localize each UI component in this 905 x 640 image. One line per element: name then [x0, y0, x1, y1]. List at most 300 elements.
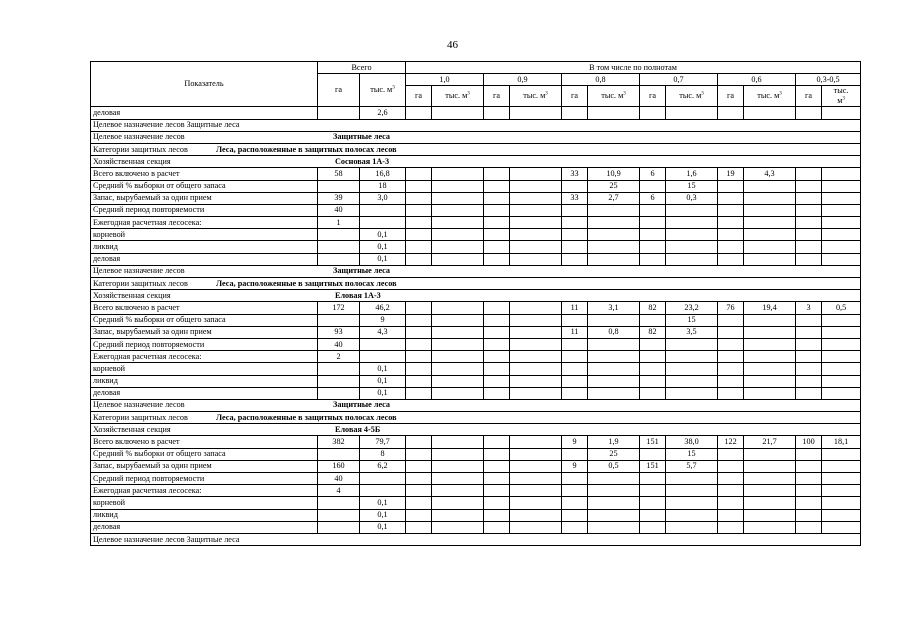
table-cell: 2,6 [360, 107, 406, 119]
table-cell: 2 [318, 351, 360, 363]
table-cell [510, 326, 562, 338]
table-cell [718, 192, 744, 204]
table-cell [822, 521, 861, 533]
row-label: Запас, вырубаемый за один прием [91, 192, 318, 204]
table-cell [510, 229, 562, 241]
table-cell [588, 253, 640, 265]
table-cell [432, 473, 484, 485]
table-cell [796, 351, 822, 363]
table-cell [796, 387, 822, 399]
table-cell [484, 229, 510, 241]
table-cell [562, 363, 588, 375]
table-cell [744, 204, 796, 216]
header-density-0: 1,0 [406, 74, 484, 86]
table-cell [822, 509, 861, 521]
table-cell [718, 521, 744, 533]
row-label: Средний % выборки от общего запаса [91, 314, 318, 326]
table-cell [432, 314, 484, 326]
table-cell [588, 375, 640, 387]
table-cell [484, 241, 510, 253]
table-cell [744, 229, 796, 241]
info-cell [91, 265, 861, 277]
table-cell [406, 448, 432, 460]
info-value: Леса, расположенные в защитных полосах лесов [216, 412, 397, 422]
table-cell [822, 204, 861, 216]
info-label: Целевое назначение лесов Защитные леса [93, 534, 240, 544]
row-label: корневой [91, 363, 318, 375]
table-cell [318, 448, 360, 460]
table-cell [510, 217, 562, 229]
table-cell: 25 [588, 180, 640, 192]
table-cell [510, 436, 562, 448]
table-cell: 0,3 [666, 192, 718, 204]
table-cell: 4,3 [744, 168, 796, 180]
table-row [91, 448, 861, 460]
info-cell [91, 424, 861, 436]
table-cell [432, 351, 484, 363]
info-value: Защитные леса [333, 266, 391, 276]
table-cell: 9 [360, 314, 406, 326]
table-cell [640, 204, 666, 216]
table-cell [588, 521, 640, 533]
info-row [91, 533, 861, 545]
table-cell [484, 107, 510, 119]
table-row [91, 485, 861, 497]
table-cell [718, 351, 744, 363]
table-cell: 0,1 [360, 375, 406, 387]
table-cell [406, 314, 432, 326]
table-cell [796, 363, 822, 375]
table-cell [744, 375, 796, 387]
table-cell [822, 497, 861, 509]
table-cell [318, 387, 360, 399]
table-cell [318, 509, 360, 521]
table-cell [744, 253, 796, 265]
table-cell [484, 521, 510, 533]
header-indicator: Показатель [91, 62, 318, 107]
table-cell: 39 [318, 192, 360, 204]
table-cell [796, 253, 822, 265]
table-cell [432, 338, 484, 350]
info-cell [91, 131, 861, 143]
table-row [91, 229, 861, 241]
header-density-2-vol: тыс. $м^3$ [588, 86, 640, 107]
table-cell [562, 241, 588, 253]
table-cell: 19,4 [744, 302, 796, 314]
forest-data-table [90, 61, 861, 546]
header-density-4: 0,6 [718, 74, 796, 86]
table-cell: 40 [318, 204, 360, 216]
table-cell [510, 302, 562, 314]
table-row [91, 180, 861, 192]
table-cell: 33 [562, 192, 588, 204]
table-cell [796, 192, 822, 204]
table-cell [822, 229, 861, 241]
table-cell: 23,2 [666, 302, 718, 314]
info-label: Категории защитных лесов [93, 144, 188, 154]
table-cell: 15 [666, 314, 718, 326]
header-density-4-vol: тыс. $м^3$ [744, 86, 796, 107]
row-label: Запас, вырубаемый за один прием [91, 326, 318, 338]
table-cell [744, 509, 796, 521]
table-cell [718, 485, 744, 497]
table-row [91, 363, 861, 375]
table-cell: 38,0 [666, 436, 718, 448]
table-cell: 0,5 [822, 302, 861, 314]
info-row [91, 156, 861, 168]
table-cell: 40 [318, 338, 360, 350]
table-cell: 160 [318, 460, 360, 472]
table-cell [822, 217, 861, 229]
info-label: Хозяйственная секция [93, 290, 171, 300]
table-cell [318, 363, 360, 375]
header-density-3-ha: га [640, 86, 666, 107]
info-value: Еловая 1А-3 [335, 290, 381, 300]
table-cell: 15 [666, 448, 718, 460]
table-cell: 3,5 [666, 326, 718, 338]
table-cell [822, 338, 861, 350]
table-cell [588, 338, 640, 350]
table-cell [510, 314, 562, 326]
table-cell: 0,1 [360, 363, 406, 375]
table-cell [588, 314, 640, 326]
info-cell [91, 156, 861, 168]
table-cell [744, 192, 796, 204]
row-label: Всего включено в расчет [91, 302, 318, 314]
table-cell [510, 180, 562, 192]
table-cell [432, 217, 484, 229]
table-row [91, 217, 861, 229]
table-cell [796, 485, 822, 497]
table-cell: 1 [318, 217, 360, 229]
table-cell [318, 180, 360, 192]
table-cell [484, 473, 510, 485]
table-cell [822, 351, 861, 363]
table-cell [796, 509, 822, 521]
info-label: Целевое назначение лесов [93, 266, 185, 276]
info-row [91, 399, 861, 411]
table-cell [640, 521, 666, 533]
table-cell [718, 473, 744, 485]
table-cell [406, 229, 432, 241]
table-cell [318, 521, 360, 533]
table-cell [432, 107, 484, 119]
table-cell [406, 204, 432, 216]
header-density-1-vol: тыс. $м^3$ [510, 86, 562, 107]
table-cell [432, 485, 484, 497]
table-row [91, 302, 861, 314]
table-row [91, 338, 861, 350]
table-cell [718, 338, 744, 350]
table-cell [484, 387, 510, 399]
table-cell [588, 387, 640, 399]
table-cell [666, 253, 718, 265]
row-label: Запас, вырубаемый за один прием [91, 460, 318, 472]
table-cell: 6 [640, 168, 666, 180]
table-cell [562, 204, 588, 216]
info-cell [91, 290, 861, 302]
table-cell [562, 338, 588, 350]
table-cell [406, 436, 432, 448]
table-cell: 3,1 [588, 302, 640, 314]
table-cell [744, 363, 796, 375]
table-cell [432, 204, 484, 216]
table-cell [510, 168, 562, 180]
table-cell [484, 351, 510, 363]
table-cell [744, 497, 796, 509]
table-cell [640, 253, 666, 265]
row-label: Средний период повторяемости [91, 473, 318, 485]
row-label: ликвид [91, 509, 318, 521]
table-body [91, 107, 861, 546]
table-cell [406, 387, 432, 399]
table-cell [484, 217, 510, 229]
table-cell: 3 [796, 302, 822, 314]
table-cell [510, 521, 562, 533]
row-label: Средний период повторяемости [91, 204, 318, 216]
table-header [91, 62, 861, 107]
info-value: Леса, расположенные в защитных полосах лесов [216, 278, 397, 288]
table-cell [484, 497, 510, 509]
info-cell [91, 119, 861, 131]
table-cell [796, 473, 822, 485]
table-cell [562, 497, 588, 509]
info-label: Целевое назначение лесов Защитные леса [93, 120, 240, 130]
table-cell [588, 241, 640, 253]
table-cell [484, 338, 510, 350]
table-cell [822, 253, 861, 265]
table-cell [718, 448, 744, 460]
table-cell [822, 180, 861, 192]
table-cell [666, 204, 718, 216]
row-label: Средний период повторяемости [91, 338, 318, 350]
table-cell [432, 229, 484, 241]
table-cell [562, 229, 588, 241]
table-cell [588, 473, 640, 485]
table-cell [640, 485, 666, 497]
table-row [91, 497, 861, 509]
table-cell: 6 [640, 192, 666, 204]
table-cell [796, 314, 822, 326]
table-cell [588, 107, 640, 119]
table-cell [744, 351, 796, 363]
table-cell [744, 107, 796, 119]
table-cell [318, 497, 360, 509]
table-cell: 0,8 [588, 326, 640, 338]
table-cell [718, 180, 744, 192]
table-row [91, 473, 861, 485]
table-cell [588, 497, 640, 509]
info-row [91, 424, 861, 436]
table-cell: 76 [718, 302, 744, 314]
table-cell [744, 473, 796, 485]
table-cell: 0,5 [588, 460, 640, 472]
header-density-1: 0,9 [484, 74, 562, 86]
table-cell [360, 217, 406, 229]
table-cell [666, 338, 718, 350]
table-cell: 19 [718, 168, 744, 180]
table-cell [588, 217, 640, 229]
table-cell [796, 326, 822, 338]
row-label: деловая [91, 253, 318, 265]
table-cell [640, 448, 666, 460]
table-cell [432, 326, 484, 338]
info-label: Целевое назначение лесов [93, 400, 185, 410]
table-cell: 33 [562, 168, 588, 180]
row-label: корневой [91, 497, 318, 509]
table-row [91, 436, 861, 448]
table-cell [744, 241, 796, 253]
table-cell [510, 497, 562, 509]
table-cell: 1,6 [666, 168, 718, 180]
table-row [91, 326, 861, 338]
table-cell [406, 107, 432, 119]
table-cell [640, 497, 666, 509]
table-cell [718, 241, 744, 253]
table-cell [822, 192, 861, 204]
table-row [91, 314, 861, 326]
table-cell: 122 [718, 436, 744, 448]
info-row [91, 278, 861, 290]
table-cell [796, 217, 822, 229]
table-cell [406, 460, 432, 472]
table-cell [718, 204, 744, 216]
table-cell [406, 180, 432, 192]
table-cell [718, 253, 744, 265]
table-cell [406, 375, 432, 387]
info-cell [91, 143, 861, 155]
table-cell [666, 217, 718, 229]
table-cell: 8 [360, 448, 406, 460]
table-cell [484, 363, 510, 375]
table-cell [796, 497, 822, 509]
table-cell [822, 387, 861, 399]
info-cell [91, 278, 861, 290]
table-row [91, 351, 861, 363]
table-row [91, 192, 861, 204]
header-density-3-vol: тыс. $м^3$ [666, 86, 718, 107]
table-cell [406, 351, 432, 363]
header-density-2-ha: га [562, 86, 588, 107]
table-cell [822, 375, 861, 387]
info-cell [91, 399, 861, 411]
table-cell [718, 375, 744, 387]
table-row [91, 375, 861, 387]
table-cell [510, 192, 562, 204]
table-cell [432, 363, 484, 375]
header-density-5-vol: тыс. $м^3$ [822, 86, 861, 107]
table-cell: 93 [318, 326, 360, 338]
table-cell [510, 107, 562, 119]
table-cell [588, 229, 640, 241]
table-cell [744, 460, 796, 472]
table-cell: 6,2 [360, 460, 406, 472]
header-density-4-ha: га [718, 86, 744, 107]
info-label: Категории защитных лесов [93, 412, 188, 422]
table-cell [432, 375, 484, 387]
table-cell [718, 363, 744, 375]
table-cell: 0,1 [360, 253, 406, 265]
table-cell [718, 326, 744, 338]
table-cell [406, 302, 432, 314]
table-cell [640, 375, 666, 387]
table-cell [718, 509, 744, 521]
table-cell: 18 [360, 180, 406, 192]
info-label: Целевое назначение лесов [93, 132, 185, 142]
table-cell [318, 107, 360, 119]
table-cell: 0,1 [360, 521, 406, 533]
table-cell [666, 387, 718, 399]
table-cell [562, 509, 588, 521]
table-cell: 16,8 [360, 168, 406, 180]
table-cell: 79,7 [360, 436, 406, 448]
table-cell [588, 204, 640, 216]
table-cell: 100 [796, 436, 822, 448]
table-cell [718, 387, 744, 399]
table-cell [796, 168, 822, 180]
table-cell [432, 253, 484, 265]
table-cell [318, 375, 360, 387]
table-cell [406, 363, 432, 375]
table-cell [640, 363, 666, 375]
table-cell [640, 314, 666, 326]
table-cell [666, 107, 718, 119]
info-row [91, 290, 861, 302]
table-cell [796, 448, 822, 460]
table-cell [666, 509, 718, 521]
table-cell [562, 107, 588, 119]
table-cell: 82 [640, 326, 666, 338]
table-cell: 10,9 [588, 168, 640, 180]
table-cell [510, 448, 562, 460]
table-cell: 0,1 [360, 387, 406, 399]
table-cell [510, 460, 562, 472]
table-cell [796, 107, 822, 119]
table-cell [666, 375, 718, 387]
row-label: Ежегодная расчетная лесосека: [91, 217, 318, 229]
table-cell: 4 [318, 485, 360, 497]
row-label: Всего включено в расчет [91, 436, 318, 448]
table-cell [484, 448, 510, 460]
table-cell [666, 521, 718, 533]
table-cell [360, 351, 406, 363]
table-cell [640, 387, 666, 399]
header-density-2: 0,8 [562, 74, 640, 86]
table-cell: 4,3 [360, 326, 406, 338]
table-cell: 58 [318, 168, 360, 180]
table-cell [718, 107, 744, 119]
table-cell [718, 314, 744, 326]
table-row [91, 521, 861, 533]
table-cell [562, 180, 588, 192]
table-cell [562, 217, 588, 229]
table-cell [796, 241, 822, 253]
info-value: Еловая 4-5Б [335, 424, 381, 434]
table-cell [640, 229, 666, 241]
info-value: Сосновая 1А-3 [335, 156, 390, 166]
table-cell: 18,1 [822, 436, 861, 448]
table-cell [744, 448, 796, 460]
table-cell [562, 473, 588, 485]
table-cell [744, 326, 796, 338]
table-cell [718, 460, 744, 472]
table-cell [588, 509, 640, 521]
header-density-0-vol: тыс. $м^3$ [432, 86, 484, 107]
info-label: Категории защитных лесов [93, 278, 188, 288]
table-cell [510, 375, 562, 387]
table-cell [432, 448, 484, 460]
table-cell [640, 180, 666, 192]
